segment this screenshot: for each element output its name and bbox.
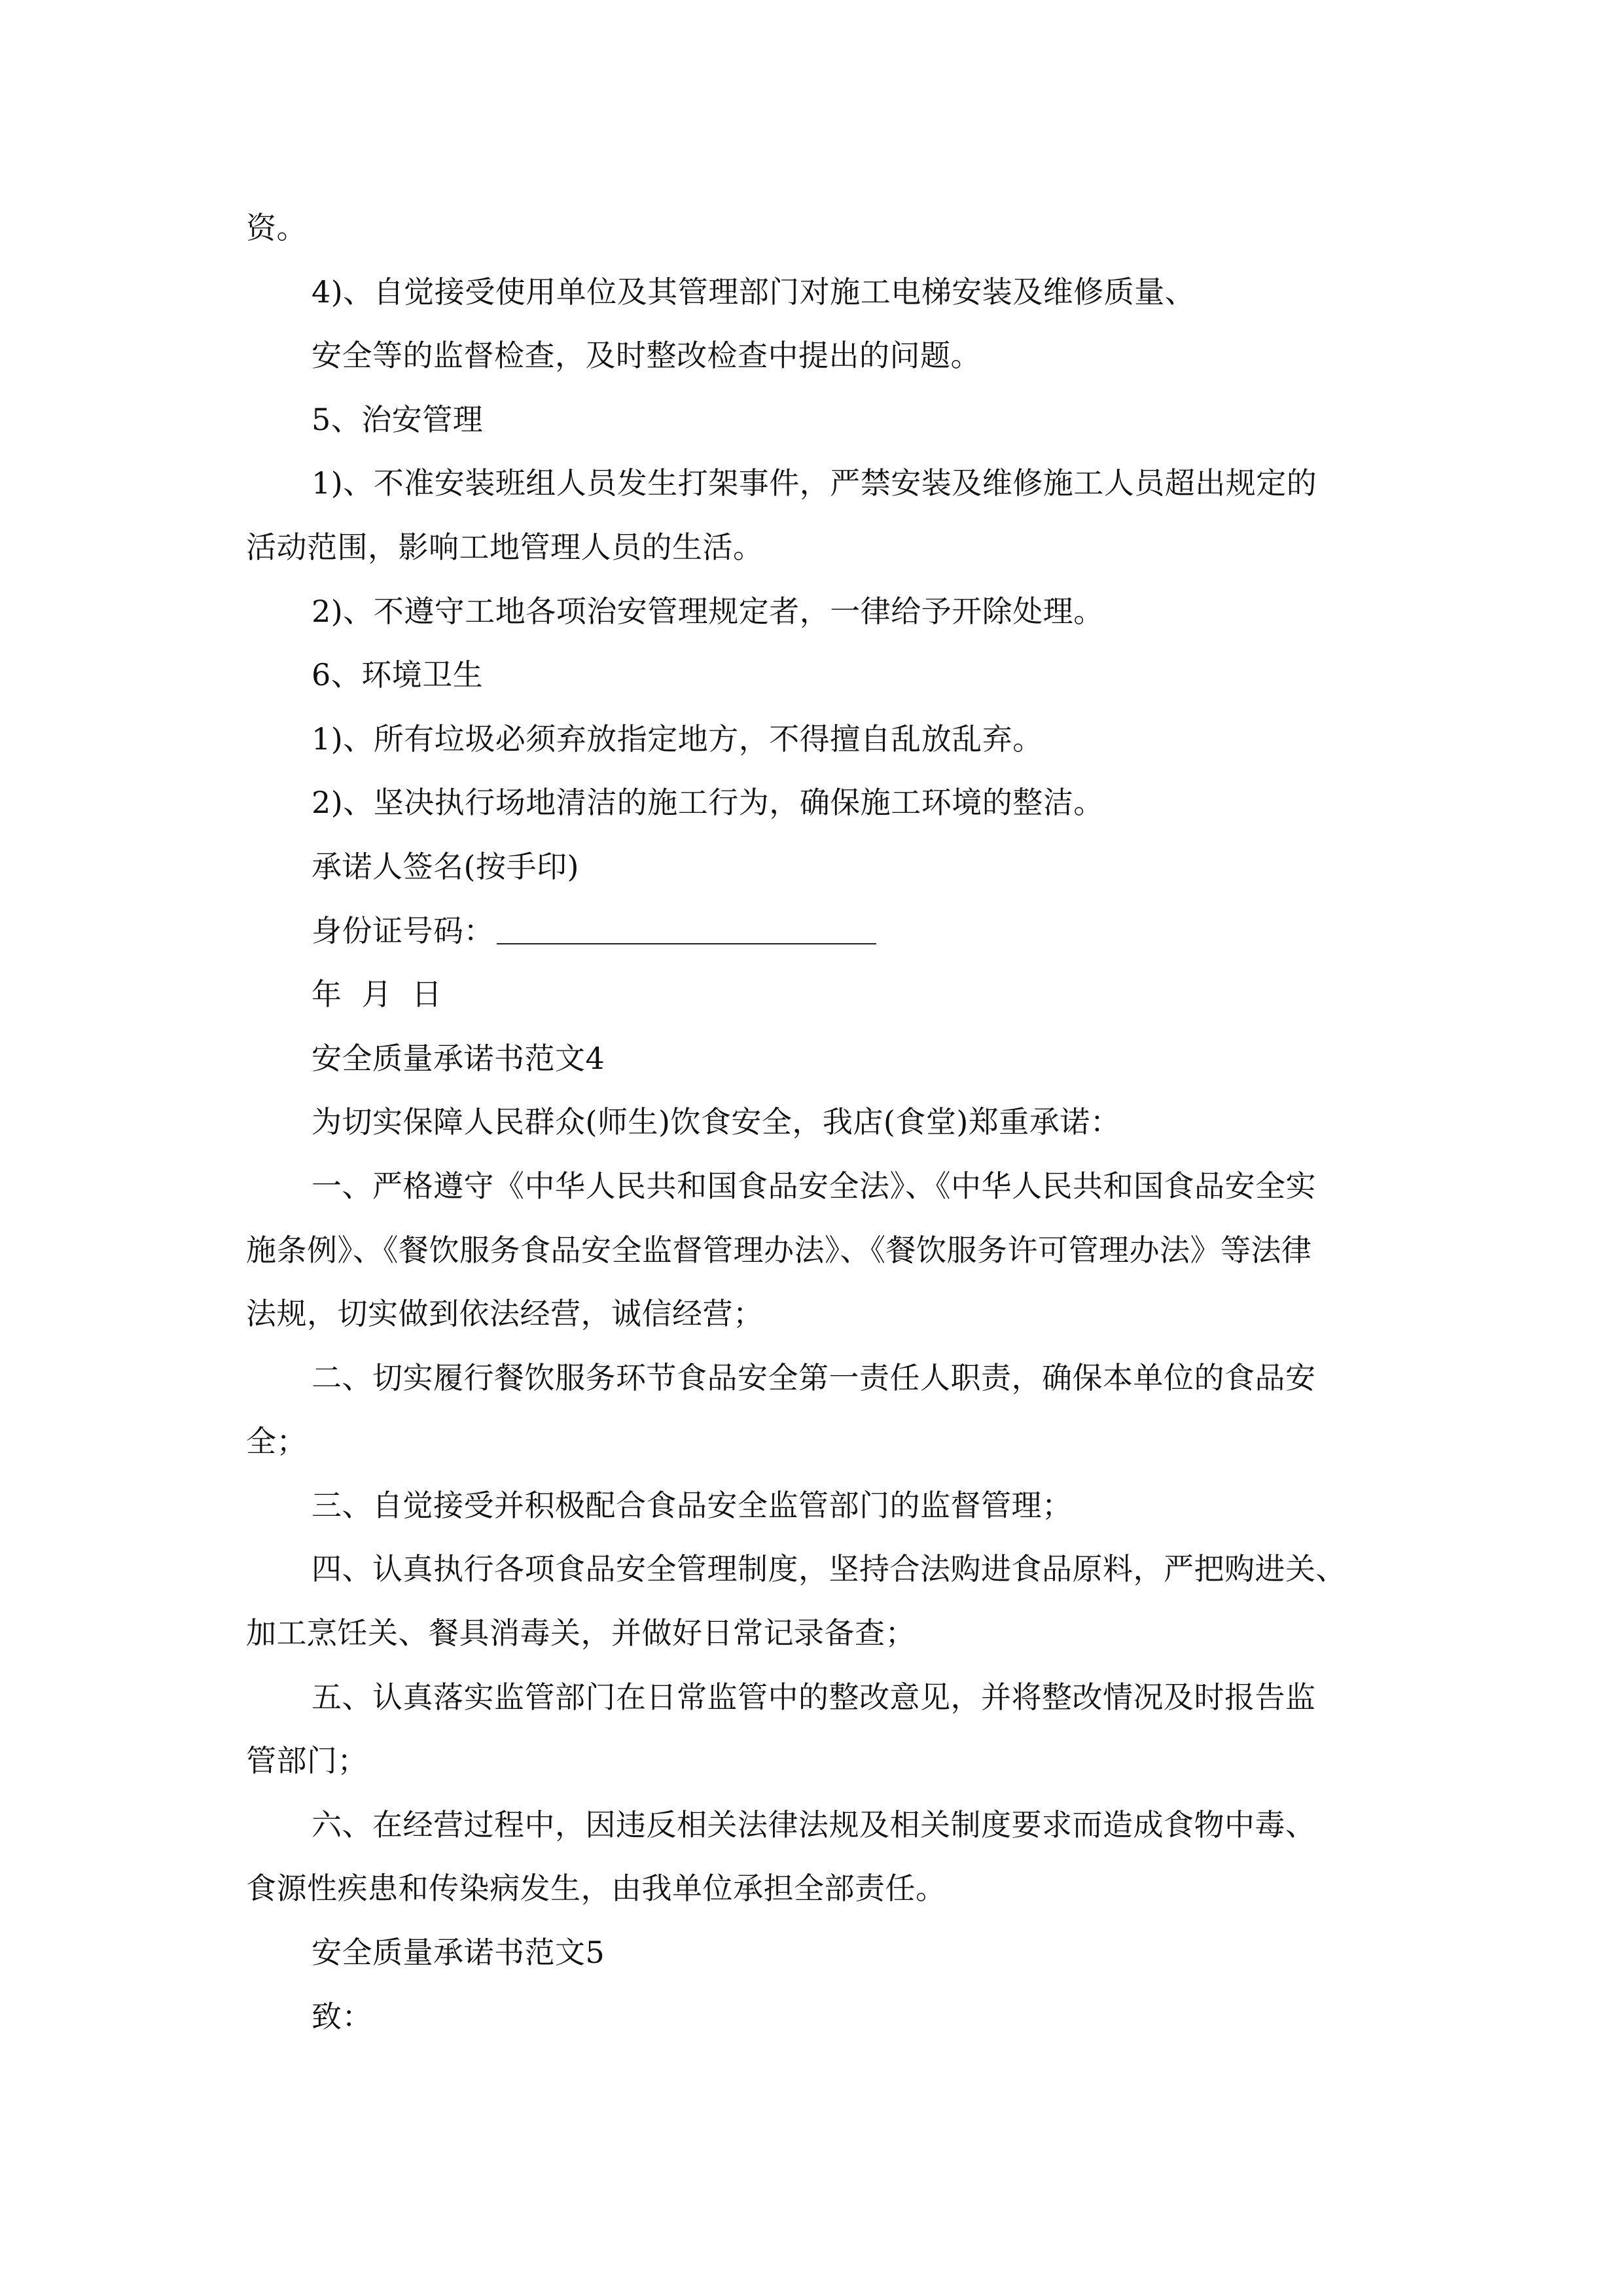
text-line: 资。	[246, 210, 307, 245]
text-line: 法规，切实做到依法经营，诚信经营；	[246, 1296, 764, 1332]
date-day: 日	[412, 977, 442, 1013]
text-line: 二、切实履行餐饮服务环节食品安全第一责任人职责，确保本单位的食品安	[312, 1359, 1316, 1395]
signature-label: 承诺人签名(按手印)	[312, 848, 579, 884]
text-line: 2)、不遵守工地各项治安管理规定者，一律给予开除处理。	[312, 593, 1104, 629]
date-row	[246, 963, 1388, 1027]
text-line: 施条例》、《餐饮服务食品安全监督管理办法》、《餐饮服务许可管理办法》等法律	[246, 1232, 1312, 1268]
text-line: 五、认真落实监管部门在日常监管中的整改意见，并将整改情况及时报告监	[312, 1679, 1316, 1715]
text-line: 六、在经营过程中，因违反相关法律法规及相关制度要求而造成食物中毒、	[312, 1806, 1316, 1842]
text-line: 1)、不准安装班组人员发生打架事件，严禁安装及维修施工人员超出规定的	[312, 465, 1317, 501]
text-line: 四、认真执行各项食品安全管理制度，坚持合法购进食品原料，严把购进关、	[312, 1551, 1346, 1587]
text-line: 全；	[246, 1424, 307, 1460]
section-heading: 5、治安管理	[312, 401, 484, 437]
id-number-label: 身份证号码：	[312, 912, 494, 948]
text-line: 4)、自觉接受使用单位及其管理部门对施工电梯安装及维修质量、	[312, 274, 1196, 310]
id-number-row	[246, 899, 1388, 963]
text-line: 安全等的监督检查，及时整改检查中提出的问题。	[312, 338, 981, 374]
text-line: 为切实保障人民群众(师生)饮食安全，我店(食堂)郑重承诺：	[312, 1104, 1121, 1140]
text-line: 加工烹饪关、餐具消毒关，并做好日常记录备查；	[246, 1615, 916, 1651]
text-line: 管部门；	[246, 1743, 368, 1779]
text-line: 2)、坚决执行场地清洁的施工行为，确保施工环境的整洁。	[312, 785, 1104, 821]
id-number-blank-line	[497, 941, 876, 944]
text-line: 一、严格遵守《中华人民共和国食品安全法》、《中华人民共和国食品安全实	[312, 1168, 1316, 1204]
text-line: 1)、所有垃圾必须弃放指定地方，不得擅自乱放乱弃。	[312, 721, 1043, 757]
salutation: 致：	[312, 1998, 372, 2034]
text-line: 活动范围，影响工地管理人员的生活。	[246, 529, 764, 565]
document-body	[246, 196, 1388, 2049]
text-line: 三、自觉接受并积极配合食品安全监管部门的监督管理；	[312, 1487, 1073, 1523]
date-month: 月	[361, 977, 392, 1013]
text-line: 食源性疾患和传染病发生，由我单位承担全部责任。	[246, 1871, 946, 1907]
date-year: 年	[312, 977, 342, 1013]
section-heading: 6、环境卫生	[312, 657, 484, 693]
section-title: 安全质量承诺书范文4	[312, 1040, 605, 1076]
section-title: 安全质量承诺书范文5	[312, 1935, 605, 1971]
